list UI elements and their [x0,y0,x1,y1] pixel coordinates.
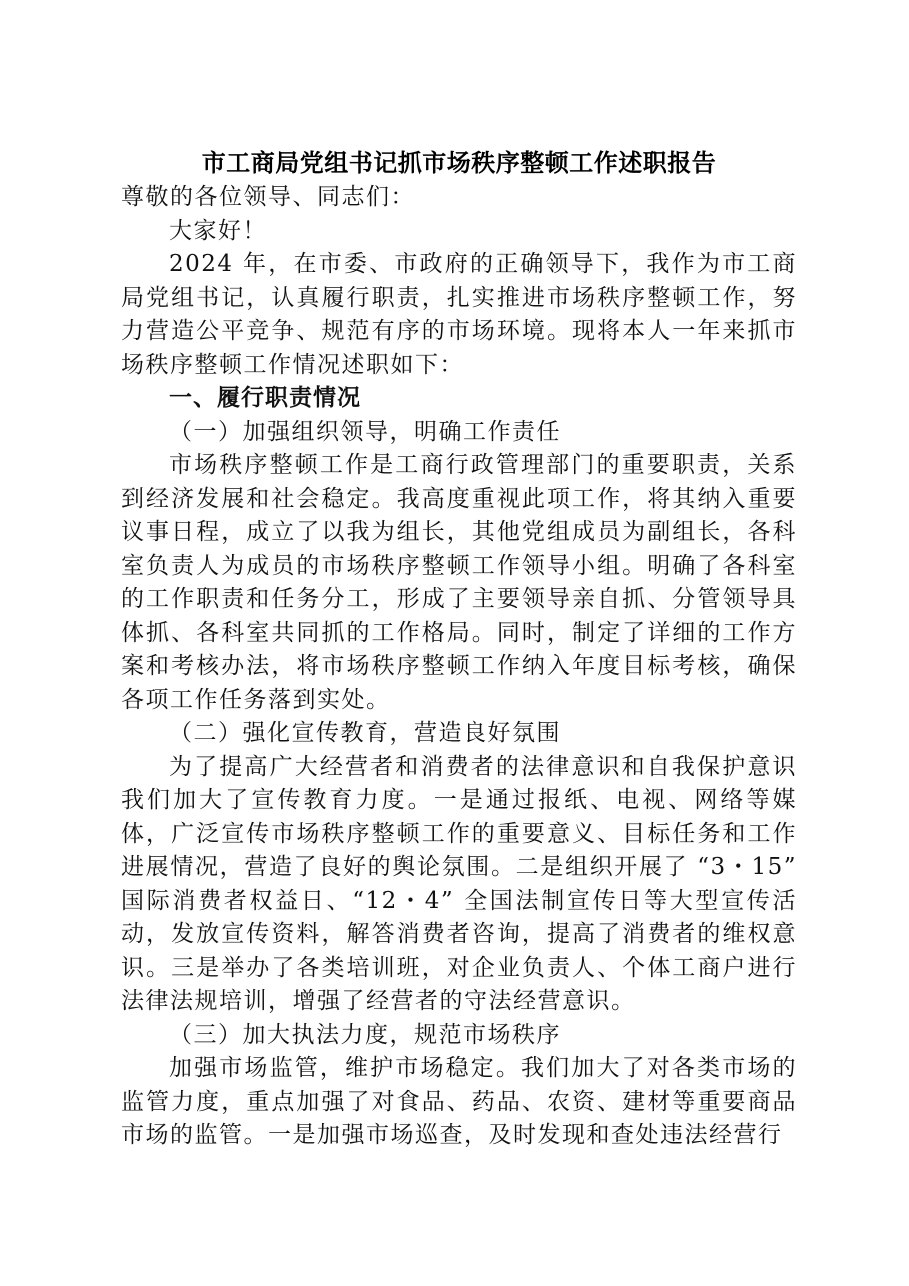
greeting: 大家好！ [169,217,267,244]
document-title: 市工商局党组书记抓市场秩序整顿工作述职报告 [201,151,717,177]
subsection-heading-1: （一）加强组织领导，明确工作责任 [169,418,561,445]
subsection-body-3: 加强市场监管，维护市场稳定。我们加大了对各类市场的监管力度，重点加强了对食品、药品、农资、建材等重要商品市场的监管。一是加强市场巡查，及时发现和查处违法经营行 [121,1055,797,1148]
document-body [121,147,797,1153]
subsection-heading-3: （三）加大执法力度，规范市场秩序 [169,1021,561,1048]
subsection-body-1: 市场秩序整顿工作是工商行政管理部门的重要职责，关系到经济发展和社会稳定。我高度重视此项工作，将其纳入重要议事日程，成立了以我为组长，其他党组成员为副组长，各科室负责人为成员的市场秩序整顿工作领导小组。明确了各科室的工作职责和任务分工，形成了主要领导亲自抓、分管领导具体抓、各科室共同抓的工作格局。同时，制定了详细的工作方案和考核办法，将市场秩序整顿工作纳入年度目标考核，确保各项工作任务落到实处。 [121,452,797,713]
section-heading-1: 一、履行职责情况 [169,385,361,411]
subsection-heading-2: （二）强化宣传教育，营造良好氛围 [169,720,561,746]
subsection-body-2: 为了提高广大经营者和消费者的法律意识和自我保护意识我们加大了宣传教育力度。一是通过报纸、电视、网络等媒体，广泛宣传市场秩序整顿工作的重要意义、目标任务和工作进展情况，营造了良好的舆论氛围。二是组织开展了 “3・15” 国际消费者权益日、“12・4” 全国法制宣传日等大型宣传活动，发放宣传资料，解答消费者咨询，提高了消费者的维权意识。三是举办了各类培训班，对企业负责人、个体工商户进行法律法规培训，增强了经营者的守法经营意识。 [121,753,797,1014]
intro-paragraph: 2024 年，在市委、市政府的正确领导下，我作为市工商局党组书记，认真履行职责，扎实推进市场秩序整顿工作，努力营造公平竞争、规范有序的市场环境。现将本人一年来抓市场秩序整顿工作情况述职如下： [121,251,797,378]
salutation: 尊敬的各位领导、同志们： [121,184,415,210]
